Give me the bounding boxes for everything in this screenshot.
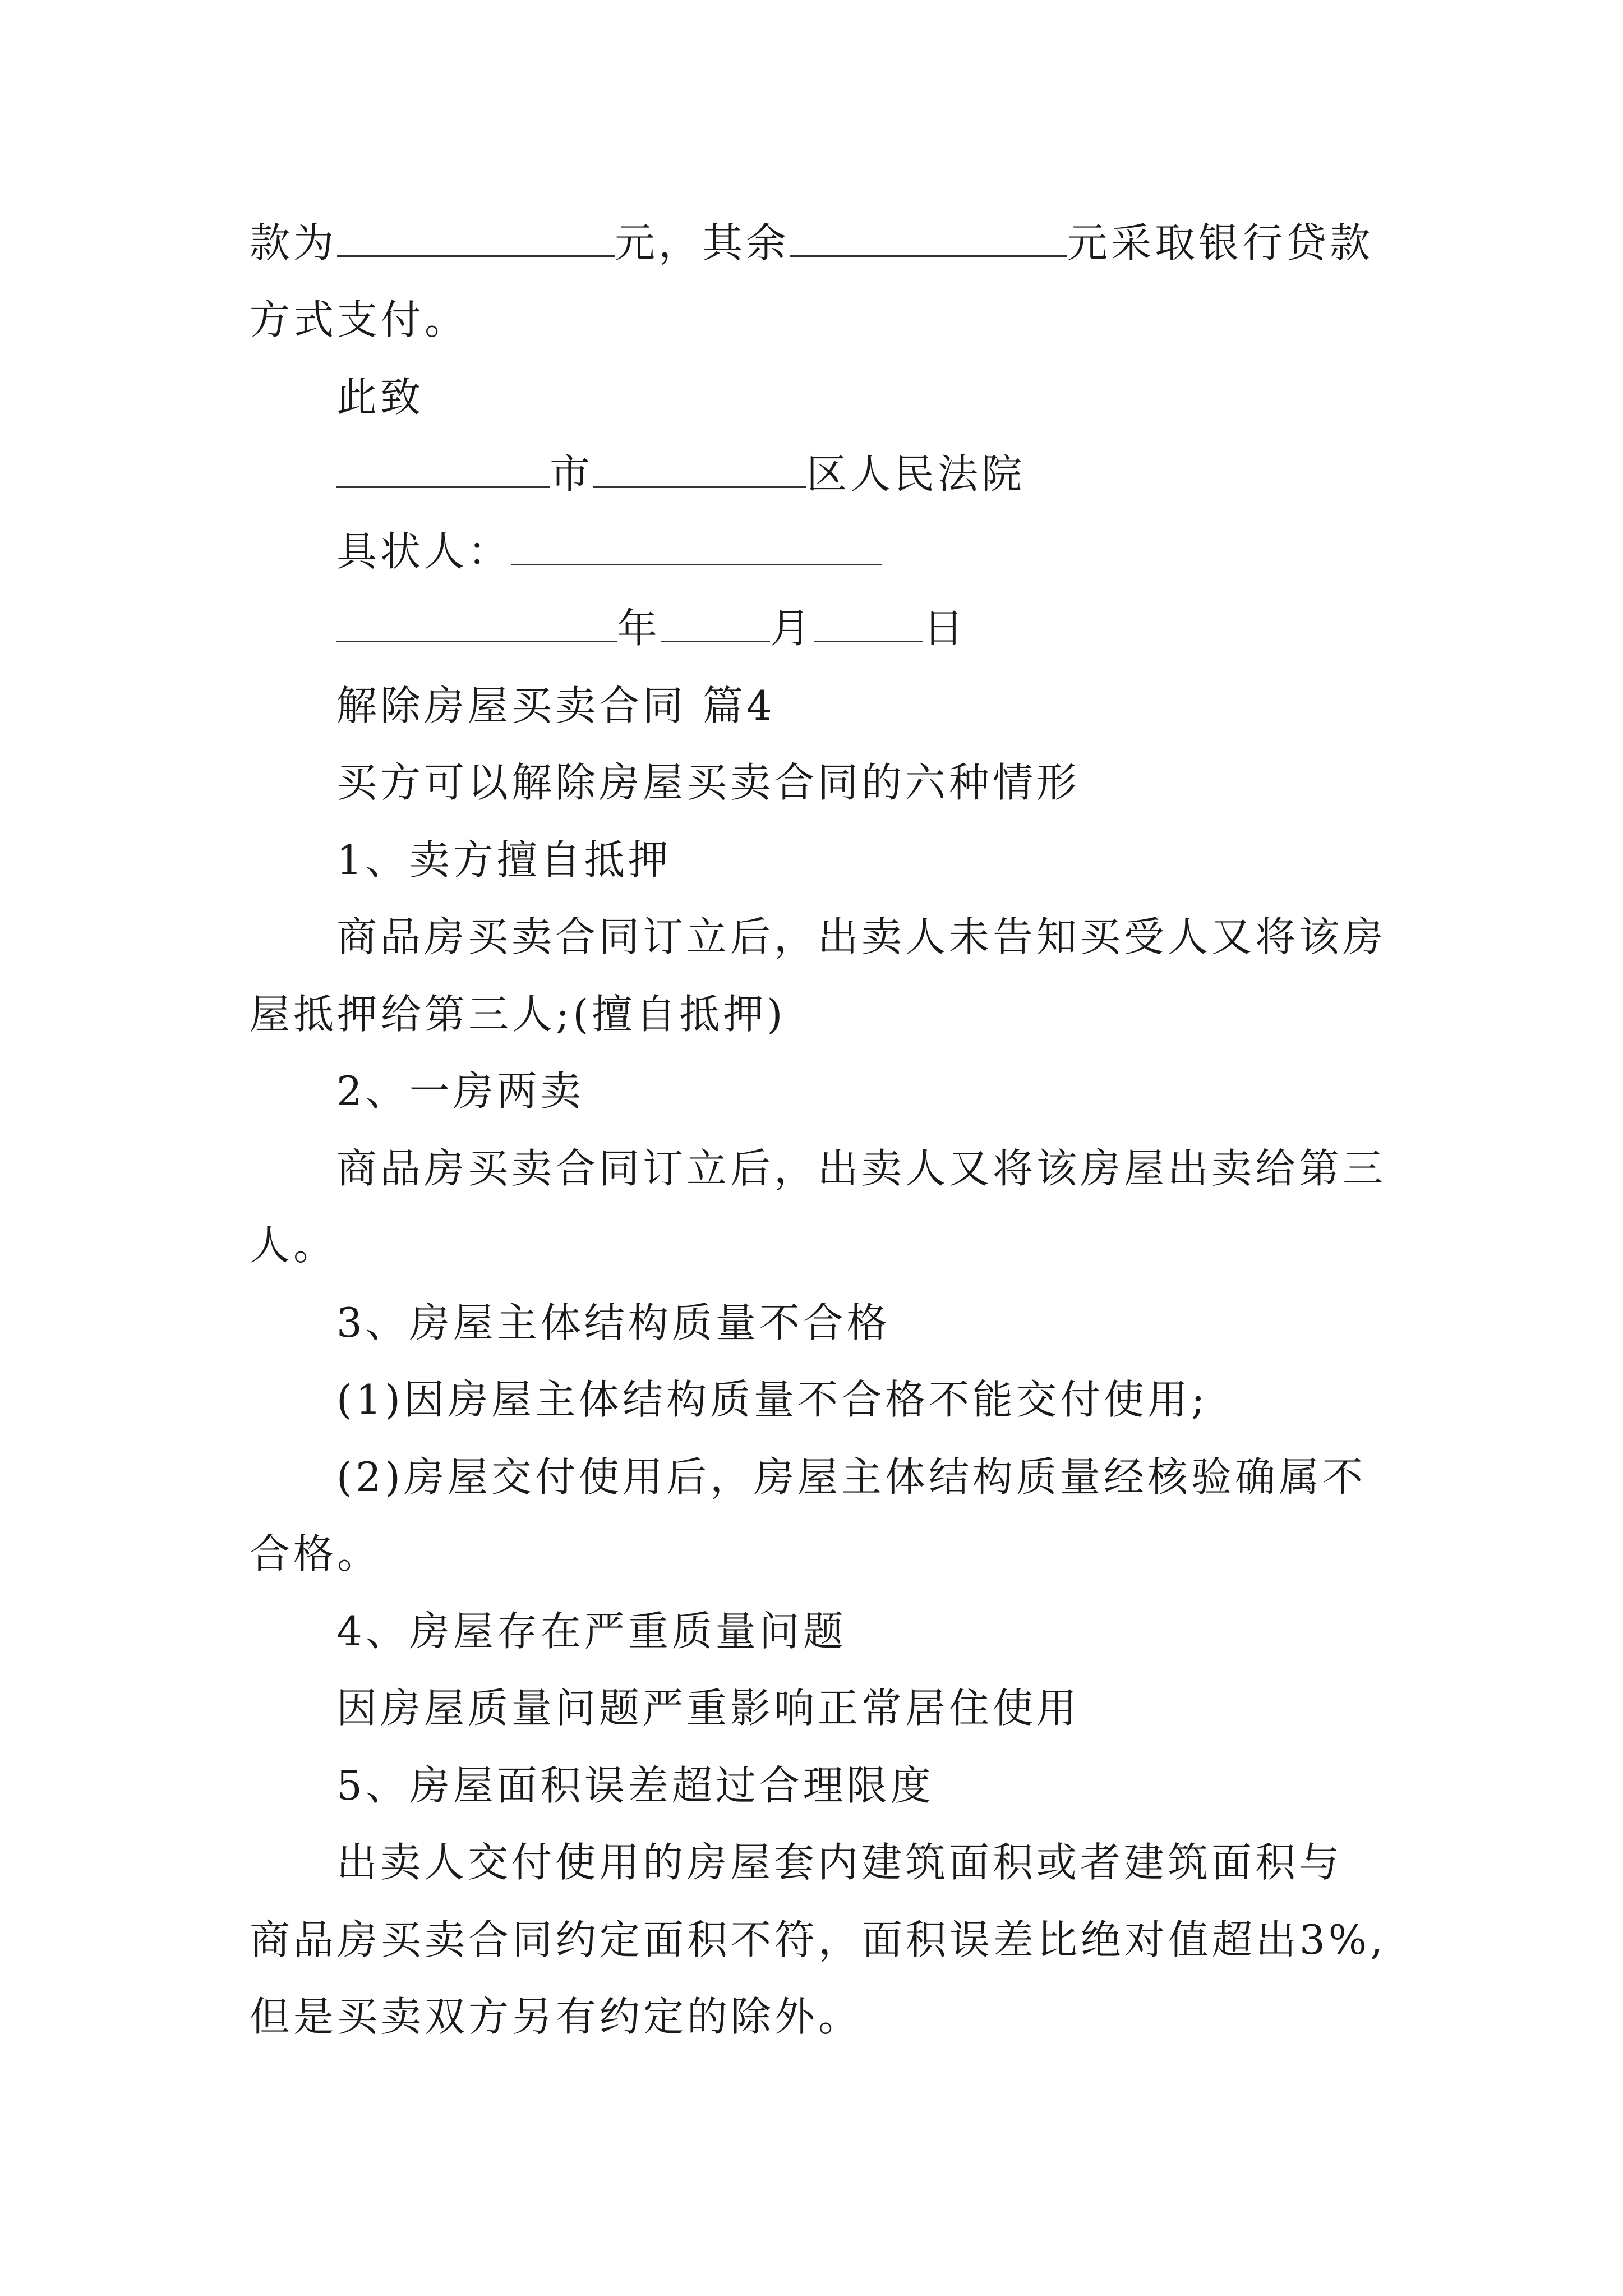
text-fragment: 年 [617, 605, 661, 652]
applicant-label: 具状人： [336, 528, 512, 575]
item-heading: 1、卖方擅自抵押 [336, 836, 672, 884]
payment-line-end: 方式支付。 [250, 296, 469, 343]
text-fragment: 款为 [250, 219, 338, 266]
closing-text: 此致 [336, 374, 425, 421]
item-body: 但是买卖双方另有约定的除外。 [250, 1993, 863, 2040]
item-body: 因房屋质量问题严重影响正常居住使用 [336, 1685, 1081, 1732]
text-fragment: 月 [770, 605, 814, 652]
month-blank [661, 607, 770, 642]
text-fragment: 元，其余 [615, 219, 790, 266]
item-subpoint: 合格。 [250, 1530, 381, 1577]
section-title: 解除房屋买卖合同 篇4 [336, 682, 776, 729]
year-blank [336, 607, 617, 642]
item-body: 商品房买卖合同约定面积不符，面积误差比绝对值超出3%, [250, 1916, 1387, 1963]
intro-text: 买方可以解除房屋买卖合同的六种情形 [336, 759, 1081, 806]
item-heading: 5、房屋面积误差超过合理限度 [336, 1762, 934, 1809]
date-line [336, 600, 967, 656]
item-heading: 3、房屋主体结构质量不合格 [336, 1299, 891, 1346]
amount-blank-1 [337, 222, 615, 257]
text-fragment: 市 [550, 450, 594, 498]
day-blank [814, 607, 923, 642]
court-line [336, 446, 1025, 502]
item-heading: 4、房屋存在严重质量问题 [336, 1608, 847, 1655]
applicant-blank [511, 530, 882, 565]
text-fragment: 元采取银行贷款 [1067, 219, 1374, 266]
item-subpoint: (2)房屋交付使用后，房屋主体结构质量经核验确属不 [336, 1453, 1366, 1501]
item-body: 屋抵押给第三人;(擅自抵押) [250, 991, 786, 1038]
item-heading: 2、一房两卖 [336, 1068, 584, 1115]
payment-line [250, 215, 1373, 271]
district-blank [593, 453, 806, 488]
city-blank [336, 453, 550, 488]
applicant-line [336, 523, 882, 579]
text-fragment: 日 [923, 605, 967, 652]
text-fragment: 区人民法院 [806, 450, 1026, 498]
item-body: 商品房买卖合同订立后，出卖人未告知买受人又将该房 [336, 913, 1387, 960]
amount-blank-2 [790, 222, 1067, 257]
item-body: 出卖人交付使用的房屋套内建筑面积或者建筑面积与 [336, 1839, 1343, 1886]
item-subpoint: (1)因房屋主体结构质量不合格不能交付使用; [336, 1376, 1209, 1423]
item-body: 人。 [250, 1222, 338, 1269]
item-body: 商品房买卖合同订立后，出卖人又将该房屋出卖给第三 [336, 1145, 1387, 1192]
